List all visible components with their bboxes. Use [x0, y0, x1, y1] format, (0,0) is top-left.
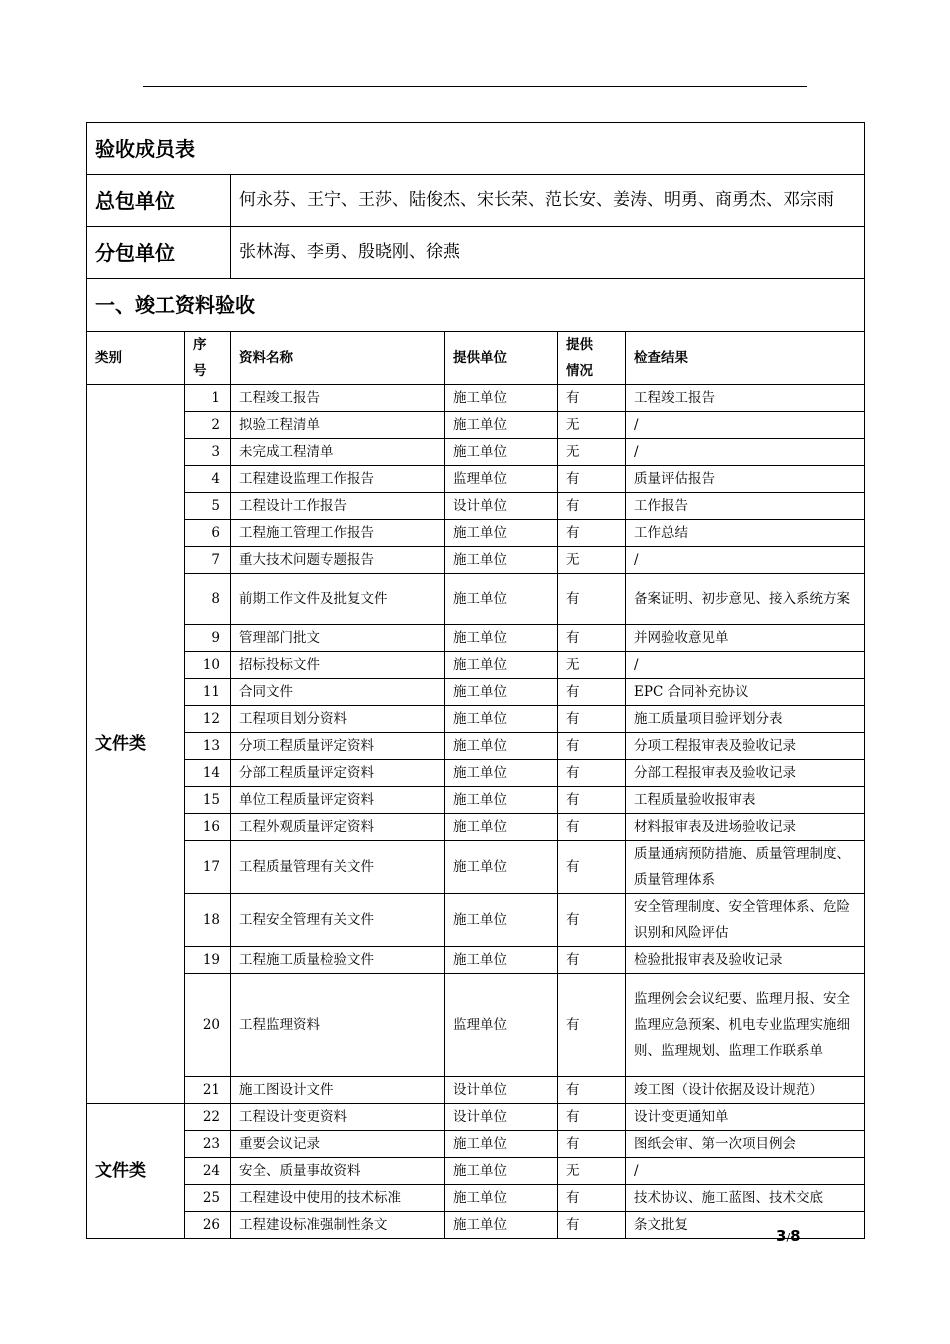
seq-cell: 26	[185, 1212, 231, 1239]
status-cell: 有	[558, 625, 626, 652]
col-seq	[185, 332, 231, 385]
table-row	[87, 1104, 865, 1131]
seq-cell: 18	[185, 894, 231, 947]
section-title: 一、竣工资料验收	[87, 279, 865, 332]
table-row	[87, 974, 865, 1077]
page-separator: /	[786, 1231, 791, 1244]
provider-cell: 施工单位	[445, 1158, 558, 1185]
seq-cell: 7	[185, 547, 231, 574]
name-cell: 安全、质量事故资料	[231, 1158, 445, 1185]
category-cell: 文件类	[87, 385, 185, 1104]
name-cell: 工程设计变更资料	[231, 1104, 445, 1131]
name-cell: 单位工程质量评定资料	[231, 787, 445, 814]
seq-cell: 1	[185, 385, 231, 412]
name-cell: 工程施工质量检验文件	[231, 947, 445, 974]
status-cell: 有	[558, 974, 626, 1077]
seq-cell: 19	[185, 947, 231, 974]
provider-cell: 设计单位	[445, 1077, 558, 1104]
status-cell: 无	[558, 439, 626, 466]
general-contractor-names: 何永芬、王宁、王莎、陆俊杰、宋长荣、范长安、姜涛、明勇、商勇杰、邓宗雨	[231, 175, 865, 227]
members-title: 验收成员表	[87, 123, 865, 175]
seq-cell: 2	[185, 412, 231, 439]
seq-cell: 24	[185, 1158, 231, 1185]
table-row	[87, 814, 865, 841]
name-cell: 管理部门批文	[231, 625, 445, 652]
header-rule	[143, 86, 807, 87]
status-cell: 有	[558, 1104, 626, 1131]
result-cell: 监理例会会议纪要、监理月报、安全监理应急预案、机电专业监理实施细则、监理规划、监理工作联系单	[626, 974, 865, 1077]
provider-cell: 施工单位	[445, 412, 558, 439]
status-cell: 有	[558, 466, 626, 493]
table-row	[87, 652, 865, 679]
result-cell: 工程竣工报告	[626, 385, 865, 412]
provider-cell: 施工单位	[445, 652, 558, 679]
provider-cell: 施工单位	[445, 814, 558, 841]
table-row	[87, 760, 865, 787]
status-cell: 有	[558, 760, 626, 787]
name-cell: 工程监理资料	[231, 974, 445, 1077]
table-row	[87, 1185, 865, 1212]
members-title-row	[87, 123, 865, 175]
result-cell: 技术协议、施工蓝图、技术交底	[626, 1185, 865, 1212]
provider-cell: 监理单位	[445, 466, 558, 493]
name-cell: 重要会议记录	[231, 1131, 445, 1158]
seq-cell: 23	[185, 1131, 231, 1158]
name-cell: 工程项目划分资料	[231, 706, 445, 733]
name-cell: 重大技术问题专题报告	[231, 547, 445, 574]
provider-cell: 施工单位	[445, 787, 558, 814]
name-cell: 工程建设中使用的技术标准	[231, 1185, 445, 1212]
col-status	[558, 332, 626, 385]
subcontractor-row	[87, 227, 865, 279]
col-result: 检查结果	[626, 332, 865, 385]
status-cell: 有	[558, 841, 626, 894]
result-cell: 条文批复	[626, 1212, 865, 1239]
seq-cell: 12	[185, 706, 231, 733]
name-cell: 工程建设标准强制性条文	[231, 1212, 445, 1239]
provider-cell: 施工单位	[445, 679, 558, 706]
provider-cell: 施工单位	[445, 625, 558, 652]
table-row	[87, 1131, 865, 1158]
result-cell: 分项工程报审表及验收记录	[626, 733, 865, 760]
provider-cell: 施工单位	[445, 385, 558, 412]
result-cell: /	[626, 1158, 865, 1185]
name-cell: 工程质量管理有关文件	[231, 841, 445, 894]
category-cell: 文件类	[87, 1104, 185, 1239]
seq-cell: 13	[185, 733, 231, 760]
name-cell: 合同文件	[231, 679, 445, 706]
table-row	[87, 733, 865, 760]
result-cell: 分部工程报审表及验收记录	[626, 760, 865, 787]
status-cell: 无	[558, 1158, 626, 1185]
provider-cell: 施工单位	[445, 547, 558, 574]
result-cell: EPC 合同补充协议	[626, 679, 865, 706]
status-cell: 无	[558, 412, 626, 439]
table-row	[87, 574, 865, 625]
provider-cell: 设计单位	[445, 1104, 558, 1131]
table-row	[87, 1158, 865, 1185]
table-row	[87, 625, 865, 652]
result-cell: 工程质量验收报审表	[626, 787, 865, 814]
status-cell: 有	[558, 814, 626, 841]
provider-cell: 施工单位	[445, 439, 558, 466]
seq-cell: 4	[185, 466, 231, 493]
seq-cell: 17	[185, 841, 231, 894]
name-cell: 招标投标文件	[231, 652, 445, 679]
seq-cell: 14	[185, 760, 231, 787]
table-row	[87, 412, 865, 439]
status-cell: 有	[558, 894, 626, 947]
name-cell: 前期工作文件及批复文件	[231, 574, 445, 625]
status-cell: 有	[558, 1212, 626, 1239]
seq-cell: 21	[185, 1077, 231, 1104]
table-row	[87, 385, 865, 412]
seq-cell: 22	[185, 1104, 231, 1131]
name-cell: 工程设计工作报告	[231, 493, 445, 520]
col-status-line2: 情况	[566, 363, 593, 379]
seq-cell: 9	[185, 625, 231, 652]
provider-cell: 施工单位	[445, 1212, 558, 1239]
result-cell: 图纸会审、第一次项目例会	[626, 1131, 865, 1158]
result-cell: /	[626, 547, 865, 574]
status-cell: 有	[558, 493, 626, 520]
col-name: 资料名称	[231, 332, 445, 385]
provider-cell: 施工单位	[445, 841, 558, 894]
result-cell: /	[626, 652, 865, 679]
result-cell: /	[626, 412, 865, 439]
provider-cell: 施工单位	[445, 947, 558, 974]
table-row	[87, 547, 865, 574]
acceptance-table	[86, 122, 865, 1239]
result-cell: 设计变更通知单	[626, 1104, 865, 1131]
table-row	[87, 1212, 865, 1239]
col-status-line1: 提供	[566, 337, 593, 353]
name-cell: 分部工程质量评定资料	[231, 760, 445, 787]
result-cell: 竣工图（设计依据及设计规范）	[626, 1077, 865, 1104]
provider-cell: 施工单位	[445, 733, 558, 760]
table-row	[87, 894, 865, 947]
col-seq-line2: 号	[193, 363, 207, 379]
status-cell: 有	[558, 1185, 626, 1212]
col-seq-line1: 序	[193, 337, 207, 353]
status-cell: 有	[558, 520, 626, 547]
seq-cell: 5	[185, 493, 231, 520]
table-row	[87, 947, 865, 974]
table-row	[87, 520, 865, 547]
table-row	[87, 787, 865, 814]
seq-cell: 8	[185, 574, 231, 625]
result-cell: /	[626, 439, 865, 466]
status-cell: 有	[558, 385, 626, 412]
name-cell: 拟验工程清单	[231, 412, 445, 439]
status-cell: 有	[558, 1131, 626, 1158]
name-cell: 工程外观质量评定资料	[231, 814, 445, 841]
provider-cell: 设计单位	[445, 493, 558, 520]
name-cell: 分项工程质量评定资料	[231, 733, 445, 760]
col-category: 类别	[87, 332, 185, 385]
result-cell: 安全管理制度、安全管理体系、危险识别和风险评估	[626, 894, 865, 947]
page-number	[776, 1227, 801, 1245]
table-row	[87, 679, 865, 706]
col-provider: 提供单位	[445, 332, 558, 385]
name-cell: 工程安全管理有关文件	[231, 894, 445, 947]
provider-cell: 施工单位	[445, 520, 558, 547]
seq-cell: 15	[185, 787, 231, 814]
general-contractor-row	[87, 175, 865, 227]
seq-cell: 3	[185, 439, 231, 466]
provider-cell: 施工单位	[445, 1131, 558, 1158]
general-contractor-label: 总包单位	[87, 175, 231, 227]
result-cell: 并网验收意见单	[626, 625, 865, 652]
status-cell: 无	[558, 652, 626, 679]
status-cell: 有	[558, 1077, 626, 1104]
column-header-row	[87, 332, 865, 385]
section-title-row	[87, 279, 865, 332]
name-cell: 施工图设计文件	[231, 1077, 445, 1104]
provider-cell: 施工单位	[445, 760, 558, 787]
status-cell: 无	[558, 547, 626, 574]
table-row	[87, 1077, 865, 1104]
table-row	[87, 493, 865, 520]
result-cell: 工作报告	[626, 493, 865, 520]
page-total: 8	[790, 1227, 801, 1245]
status-cell: 有	[558, 733, 626, 760]
table-row	[87, 439, 865, 466]
result-cell: 备案证明、初步意见、接入系统方案	[626, 574, 865, 625]
status-cell: 有	[558, 679, 626, 706]
status-cell: 有	[558, 706, 626, 733]
provider-cell: 施工单位	[445, 706, 558, 733]
subcontractor-names: 张林海、李勇、殷晓刚、徐燕	[231, 227, 865, 279]
result-cell: 施工质量项目验评划分表	[626, 706, 865, 733]
result-cell: 工作总结	[626, 520, 865, 547]
table-row	[87, 706, 865, 733]
status-cell: 有	[558, 787, 626, 814]
result-cell: 检验批报审表及验收记录	[626, 947, 865, 974]
result-cell: 质量通病预防措施、质量管理制度、质量管理体系	[626, 841, 865, 894]
result-cell: 质量评估报告	[626, 466, 865, 493]
name-cell: 工程施工管理工作报告	[231, 520, 445, 547]
page-current: 3	[776, 1227, 787, 1245]
name-cell: 未完成工程清单	[231, 439, 445, 466]
table-row	[87, 841, 865, 894]
provider-cell: 施工单位	[445, 574, 558, 625]
name-cell: 工程竣工报告	[231, 385, 445, 412]
table-row	[87, 466, 865, 493]
seq-cell: 11	[185, 679, 231, 706]
status-cell: 有	[558, 574, 626, 625]
seq-cell: 10	[185, 652, 231, 679]
subcontractor-label: 分包单位	[87, 227, 231, 279]
seq-cell: 6	[185, 520, 231, 547]
provider-cell: 施工单位	[445, 1185, 558, 1212]
provider-cell: 施工单位	[445, 894, 558, 947]
result-cell: 材料报审表及进场验收记录	[626, 814, 865, 841]
seq-cell: 16	[185, 814, 231, 841]
name-cell: 工程建设监理工作报告	[231, 466, 445, 493]
seq-cell: 20	[185, 974, 231, 1077]
provider-cell: 监理单位	[445, 974, 558, 1077]
seq-cell: 25	[185, 1185, 231, 1212]
status-cell: 有	[558, 947, 626, 974]
